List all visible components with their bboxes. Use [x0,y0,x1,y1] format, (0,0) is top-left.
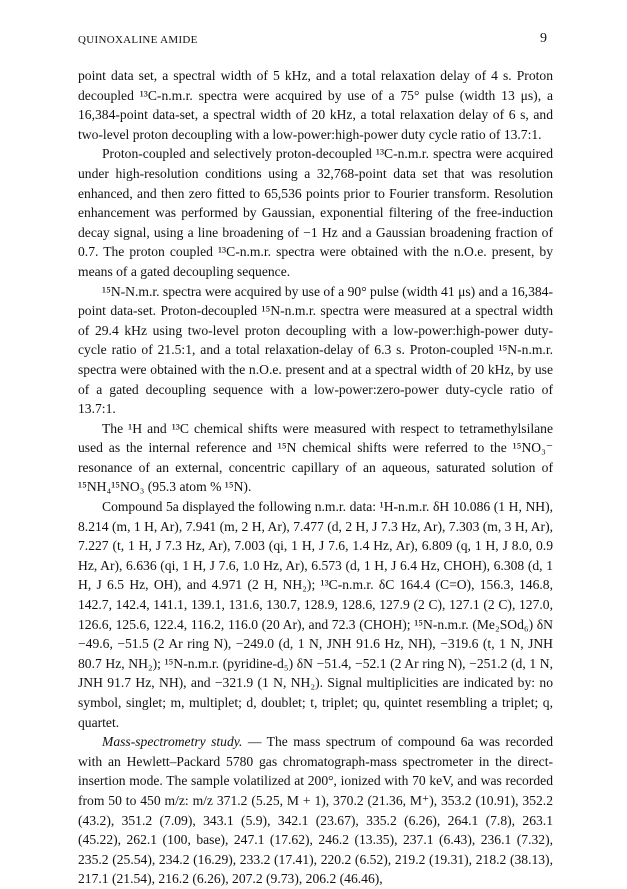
running-head: QUINOXALINE AMIDE [78,34,198,46]
section-heading-mass-spectrometry: Mass-spectrometry study. [102,734,243,750]
page-number: 9 [540,31,547,46]
paragraph-13c-coupled: Proton-coupled and selectively proton-decoupled ¹³C-n.m.r. spectra were acquired under high-resolution conditions using a 32,768-point data set that was resolution enhanced, and then zero fitted to 65,536 points prior to Fourier transform. Resolution enhancement was performed by Gaussian, exponential filtering of the free-induction decay signal, using a line broadening of −1 Hz and a Gaussian broadening fraction of 0.7. The proton coupled ¹³C-n.m.r. spectra were obtained with the n.O.e. present, by means of a gated decoupling sequence. [78,146,553,279]
paragraph-compound-5a-data: Compound 5a displayed the following n.m.r. data: ¹H-n.m.r. δH 10.086 (1 H, NH), 8.214 (m, 1 H, Ar), 7.941 (m, 2 H, Ar), 7.477 (d, 2 H, J 7.3 Hz, Ar), 7.303 (m, 3 H, Ar), 7.227 (t, 1 H, J 7.3 Hz, Ar), 7.003 (qi, 1 H, J 7.6, 1.4 Hz, Ar), 6.809 (q, 1 H, J 8.0, 0.9 Hz, Ar), 6.636 (qi, 1 H, J 7.6, 1.0 Hz, Ar), 6.573 (d, 1 H, J 6.4 Hz, CHOH), 6.308 (d, 1 H, J 6.5 Hz, OH), and 4.971 (2 H, NH₂); ¹³C-n.m.r. δC 164.4 (C=O), 156.3, 146.8, 142.7, 142.4, 141.1, 139.1, 131.6, 130.7, 128.9, 128.6, 127.9 (2 C), 127.1 (2 C), 127.0, 126.6, 125.6, 122.4, 116.2, 116.0 (20 Ar), and 72.3 (CHOH); ¹⁵N-n.m.r. (Me₂SOd₆) δN −49.6, −51.5 (2 Ar ring N), −249.0 (d, 1 N, JNH 91.6 Hz, NH), −319.6 (t, 1 N, JNH 80.7 Hz, NH₂); ¹⁵N-n.m.r. (pyridine-d₅) δN −51.4, −52.1 (2 Ar ring N), −251.2 (d, 1 N, JNH 91.7 Hz, NH), and −321.9 (1 N, NH₂). Signal multiplicities are indicated by: no symbol, singlet; m, multiplet; d, doublet; t, triplet; qu, quintet resembling a triplet; q, quartet. [78,499,553,730]
paragraph-15n-nmr: ¹⁵N-N.m.r. spectra were acquired by use of a 90° pulse (width 41 μs) and a 16,384-point data-set. Proton-decoupled ¹⁵N-n.m.r. spectra were measured at a spectral width of 29.4 kHz using two-level proton decoupling with a low-power:high-power duty-cycle ratio of 21.5:1, and a total relaxation-delay of 6.3 s. Proton-coupled ¹⁵N-n.m.r. spectra were obtained with the n.O.e. present and at a spectral width of 20 kHz, by use of a gated decoupling sequence with a low-power:zero-power duty-cycle ratio of 13.7:1. [78,283,553,417]
paragraph-mass-spectrometry [78,732,553,889]
body-text [78,66,553,889]
mass-spectrometry-text: — The mass spectrum of compound 6a was recorded with an Hewlett–Packard 5780 gas chromatograph-mass spectrometer in the direct-insertion mode. The sample volatilized at 200°, ionized with 70 keV, and was recorded from 50 to 450 m/z: m/z 371.2 (5.25, M + 1), 370.2 (21.36, M⁺), 353.2 (10.91), 352.2 (43.2), 351.2 (7.09), 343.1 (5.9), 342.1 (23.67), 335.2 (6.26), 264.1 (7.8), 263.1 (45.22), 262.1 (100, base), 247.1 (17.62), 246.2 (13.35), 237.1 (6.43), 236.1 (7.32), 235.2 (25.54), 234.2 (16.29), 233.2 (17.41), 220.2 (6.52), 219.2 (19.31), 218.2 (38.13), 217.1 (21.54), 216.2 (6.26), 207.2 (9.73), 206.2 (46.46), [78,734,554,887]
paragraph-nmr-continuation: point data set, a spectral width of 5 kHz, and a total relaxation delay of 4 s. Proton decoupled ¹³C-n.m.r. spectra were acquired by use of a 75° pulse (width 13 μs), a 16,384-point data-set, a spectral width of 20 kHz, a total relaxation delay of 6 s, and two-level proton decoupling with a low-power:high-power duty cycle ratio of 13.7:1. [78,68,553,142]
paragraph-chemical-shift-reference: The ¹H and ¹³C chemical shifts were measured with respect to tetramethylsilane used as the internal reference and ¹⁵N chemical shifts were referred to the ¹⁵NO₃⁻ resonance of an external, concentric capillary of an aqueous, saturated solution of ¹⁵NH₄¹⁵NO₃ (95.3 atom % ¹⁵N). [78,420,553,495]
